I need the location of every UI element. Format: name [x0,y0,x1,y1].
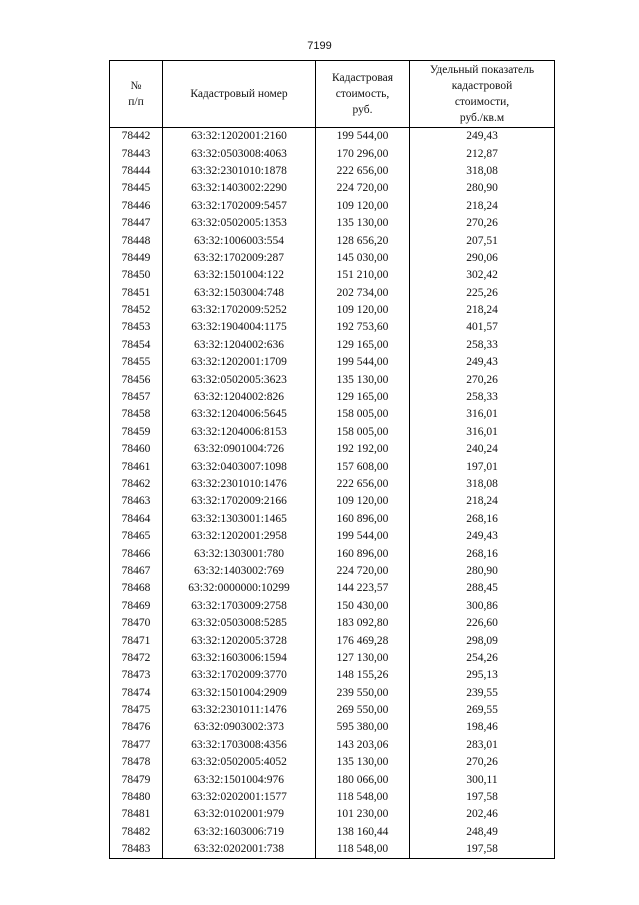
row-number: 78456 [110,371,163,388]
row-number: 78447 [110,215,163,232]
table-row [110,685,555,702]
specific-indicator: 280,90 [410,180,555,197]
cadastral-number: 63:32:0502005:1353 [163,215,316,232]
specific-indicator: 316,01 [410,406,555,423]
row-number: 78462 [110,476,163,493]
cadastral-value: 158 005,00 [316,406,410,423]
cadastral-number: 63:32:0503008:4063 [163,145,316,162]
specific-indicator: 288,45 [410,580,555,597]
table-row [110,476,555,493]
table-row [110,198,555,215]
row-number: 78470 [110,615,163,632]
row-number: 78477 [110,737,163,754]
cadastral-value: 118 548,00 [316,789,410,806]
cadastral-value: 109 120,00 [316,493,410,510]
cadastral-value: 135 130,00 [316,754,410,771]
specific-indicator: 401,57 [410,319,555,336]
cadastral-number: 63:32:1403002:769 [163,563,316,580]
cadastral-value: 183 092,80 [316,615,410,632]
table-row [110,598,555,615]
header-row [110,61,555,128]
cadastral-number: 63:32:1403002:2290 [163,180,316,197]
row-number: 78453 [110,319,163,336]
specific-indicator: 280,90 [410,563,555,580]
row-number: 78475 [110,702,163,719]
cadastral-value: 224 720,00 [316,180,410,197]
specific-indicator: 302,42 [410,267,555,284]
row-number: 78450 [110,267,163,284]
specific-indicator: 226,60 [410,615,555,632]
specific-indicator: 295,13 [410,667,555,684]
cadastral-number: 63:32:1202005:3728 [163,632,316,649]
cadastral-value: 135 130,00 [316,215,410,232]
row-number: 78480 [110,789,163,806]
page-number: 7199 [307,40,332,52]
specific-indicator: 318,08 [410,163,555,180]
table-row [110,563,555,580]
cadastral-number: 63:32:0502005:3623 [163,371,316,388]
row-number: 78473 [110,667,163,684]
cadastral-number: 63:32:1501004:122 [163,267,316,284]
cadastral-value: 199 544,00 [316,354,410,371]
table-row [110,511,555,528]
cadastral-value: 151 210,00 [316,267,410,284]
cadastral-number: 63:32:1501004:976 [163,771,316,788]
specific-indicator: 258,33 [410,389,555,406]
cadastral-number: 63:32:0102001:979 [163,806,316,823]
cadastral-value: 138 160,44 [316,824,410,841]
row-number: 78461 [110,458,163,475]
row-number: 78451 [110,285,163,302]
specific-indicator: 270,26 [410,371,555,388]
header-number: № п/п [110,61,163,128]
row-number: 78474 [110,685,163,702]
row-number: 78459 [110,424,163,441]
specific-indicator: 290,06 [410,250,555,267]
row-number: 78445 [110,180,163,197]
row-number: 78454 [110,337,163,354]
table-row [110,250,555,267]
row-number: 78442 [110,128,163,146]
row-number: 78460 [110,441,163,458]
cadastral-value: 135 130,00 [316,371,410,388]
specific-indicator: 197,01 [410,458,555,475]
specific-indicator: 268,16 [410,511,555,528]
cadastral-number: 63:32:1204002:636 [163,337,316,354]
specific-indicator: 248,49 [410,824,555,841]
row-number: 78472 [110,650,163,667]
cadastral-number: 63:32:0202001:738 [163,841,316,859]
cadastral-value: 118 548,00 [316,841,410,859]
cadastral-number: 63:32:1503004:748 [163,285,316,302]
specific-indicator: 258,33 [410,337,555,354]
cadastral-value: 160 896,00 [316,545,410,562]
cadastral-number: 63:32:0903002:373 [163,719,316,736]
cadastral-value: 192 753,60 [316,319,410,336]
cadastral-number: 63:32:0502005:4052 [163,754,316,771]
header-cadastral-value: Кадастровая стоимость, руб. [316,61,410,128]
row-number: 78465 [110,528,163,545]
table-row [110,806,555,823]
row-number: 78468 [110,580,163,597]
row-number: 78457 [110,389,163,406]
cadastral-number: 63:32:2301010:1878 [163,163,316,180]
cadastral-number: 63:32:1204006:5645 [163,406,316,423]
row-number: 78444 [110,163,163,180]
table-row [110,389,555,406]
table-row [110,458,555,475]
specific-indicator: 300,11 [410,771,555,788]
cadastral-number: 63:32:1204002:826 [163,389,316,406]
table-row [110,545,555,562]
specific-indicator: 249,43 [410,354,555,371]
table-row [110,285,555,302]
table-row [110,145,555,162]
table-row [110,267,555,284]
specific-indicator: 283,01 [410,737,555,754]
row-number: 78452 [110,302,163,319]
table-row [110,650,555,667]
cadastral-number: 63:32:1702009:5457 [163,198,316,215]
table-row [110,371,555,388]
row-number: 78458 [110,406,163,423]
cadastral-number: 63:32:2301010:1476 [163,476,316,493]
specific-indicator: 269,55 [410,702,555,719]
cadastral-value: 157 608,00 [316,458,410,475]
specific-indicator: 270,26 [410,754,555,771]
table-row [110,615,555,632]
table-row [110,493,555,510]
cadastral-value: 222 656,00 [316,476,410,493]
specific-indicator: 225,26 [410,285,555,302]
cadastral-value: 176 469,28 [316,632,410,649]
cadastral-value: 199 544,00 [316,128,410,146]
table-row [110,841,555,859]
row-number: 78448 [110,232,163,249]
row-number: 78466 [110,545,163,562]
specific-indicator: 212,87 [410,145,555,162]
cadastral-value: 170 296,00 [316,145,410,162]
table-row [110,824,555,841]
cadastral-value: 222 656,00 [316,163,410,180]
table-row [110,667,555,684]
table-row [110,128,555,146]
cadastral-number: 63:32:1702009:287 [163,250,316,267]
table-row [110,754,555,771]
cadastral-number: 63:32:1202001:2160 [163,128,316,146]
row-number: 78446 [110,198,163,215]
cadastral-number: 63:32:1702009:5252 [163,302,316,319]
cadastral-number: 63:32:0503008:5285 [163,615,316,632]
row-number: 78443 [110,145,163,162]
specific-indicator: 316,01 [410,424,555,441]
specific-indicator: 268,16 [410,545,555,562]
cadastral-number: 63:32:1006003:554 [163,232,316,249]
table-row [110,632,555,649]
table-row [110,771,555,788]
table-row [110,354,555,371]
specific-indicator: 240,24 [410,441,555,458]
cadastral-number: 63:32:1202001:2958 [163,528,316,545]
table-row [110,302,555,319]
table-row [110,789,555,806]
specific-indicator: 197,58 [410,841,555,859]
cadastral-value: 180 066,00 [316,771,410,788]
cadastral-value: 150 430,00 [316,598,410,615]
cadastral-number: 63:32:1702009:3770 [163,667,316,684]
cadastral-number: 63:32:1603006:719 [163,824,316,841]
header-cadastral-number: Кадастровый номер [163,61,316,128]
cadastral-value: 202 734,00 [316,285,410,302]
cadastral-number: 63:32:1703009:2758 [163,598,316,615]
table-body [110,128,555,859]
cadastral-number: 63:32:1204006:8153 [163,424,316,441]
header-specific-indicator: Удельный показатель кадастровой стоимости, руб./кв.м [410,61,555,128]
cadastral-value: 224 720,00 [316,563,410,580]
cadastral-value: 143 203,06 [316,737,410,754]
cadastral-number: 63:32:0202001:1577 [163,789,316,806]
specific-indicator: 207,51 [410,232,555,249]
row-number: 78476 [110,719,163,736]
specific-indicator: 249,43 [410,528,555,545]
cadastral-value: 129 165,00 [316,337,410,354]
row-number: 78469 [110,598,163,615]
specific-indicator: 239,55 [410,685,555,702]
cadastral-number: 63:32:1303001:1465 [163,511,316,528]
cadastral-number: 63:32:0403007:1098 [163,458,316,475]
cadastral-value: 127 130,00 [316,650,410,667]
cadastral-value: 144 223,57 [316,580,410,597]
cadastral-number: 63:32:1702009:2166 [163,493,316,510]
specific-indicator: 202,46 [410,806,555,823]
row-number: 78449 [110,250,163,267]
specific-indicator: 254,26 [410,650,555,667]
specific-indicator: 318,08 [410,476,555,493]
specific-indicator: 249,43 [410,128,555,146]
row-number: 78478 [110,754,163,771]
specific-indicator: 300,86 [410,598,555,615]
table-row [110,319,555,336]
table-row [110,441,555,458]
row-number: 78467 [110,563,163,580]
cadastral-value: 595 380,00 [316,719,410,736]
cadastral-number: 63:32:1303001:780 [163,545,316,562]
cadastral-number: 63:32:0000000:10299 [163,580,316,597]
table-row [110,215,555,232]
cadastral-value-table [109,60,555,859]
cadastral-number: 63:32:1501004:2909 [163,685,316,702]
table-row [110,702,555,719]
table-row [110,719,555,736]
cadastral-number: 63:32:2301011:1476 [163,702,316,719]
specific-indicator: 198,46 [410,719,555,736]
cadastral-value: 109 120,00 [316,198,410,215]
specific-indicator: 218,24 [410,493,555,510]
cadastral-number: 63:32:1603006:1594 [163,650,316,667]
cadastral-value: 145 030,00 [316,250,410,267]
table-header [110,61,555,128]
specific-indicator: 270,26 [410,215,555,232]
cadastral-value: 199 544,00 [316,528,410,545]
table-row [110,424,555,441]
cadastral-value: 129 165,00 [316,389,410,406]
cadastral-value: 128 656,20 [316,232,410,249]
row-number: 78455 [110,354,163,371]
row-number: 78483 [110,841,163,859]
cadastral-number: 63:32:1904004:1175 [163,319,316,336]
table-row [110,232,555,249]
table-row [110,737,555,754]
table-row [110,163,555,180]
row-number: 78481 [110,806,163,823]
table-row [110,580,555,597]
row-number: 78482 [110,824,163,841]
cadastral-number: 63:32:1202001:1709 [163,354,316,371]
cadastral-value: 148 155,26 [316,667,410,684]
row-number: 78479 [110,771,163,788]
row-number: 78471 [110,632,163,649]
cadastral-value: 239 550,00 [316,685,410,702]
specific-indicator: 218,24 [410,198,555,215]
cadastral-value: 109 120,00 [316,302,410,319]
row-number: 78463 [110,493,163,510]
table-row [110,406,555,423]
cadastral-value: 160 896,00 [316,511,410,528]
table-row [110,180,555,197]
cadastral-number: 63:32:1703008:4356 [163,737,316,754]
table-row [110,528,555,545]
cadastral-number: 63:32:0901004:726 [163,441,316,458]
specific-indicator: 298,09 [410,632,555,649]
table-row [110,337,555,354]
cadastral-value: 269 550,00 [316,702,410,719]
specific-indicator: 218,24 [410,302,555,319]
cadastral-value: 101 230,00 [316,806,410,823]
row-number: 78464 [110,511,163,528]
specific-indicator: 197,58 [410,789,555,806]
cadastral-value: 158 005,00 [316,424,410,441]
cadastral-value: 192 192,00 [316,441,410,458]
